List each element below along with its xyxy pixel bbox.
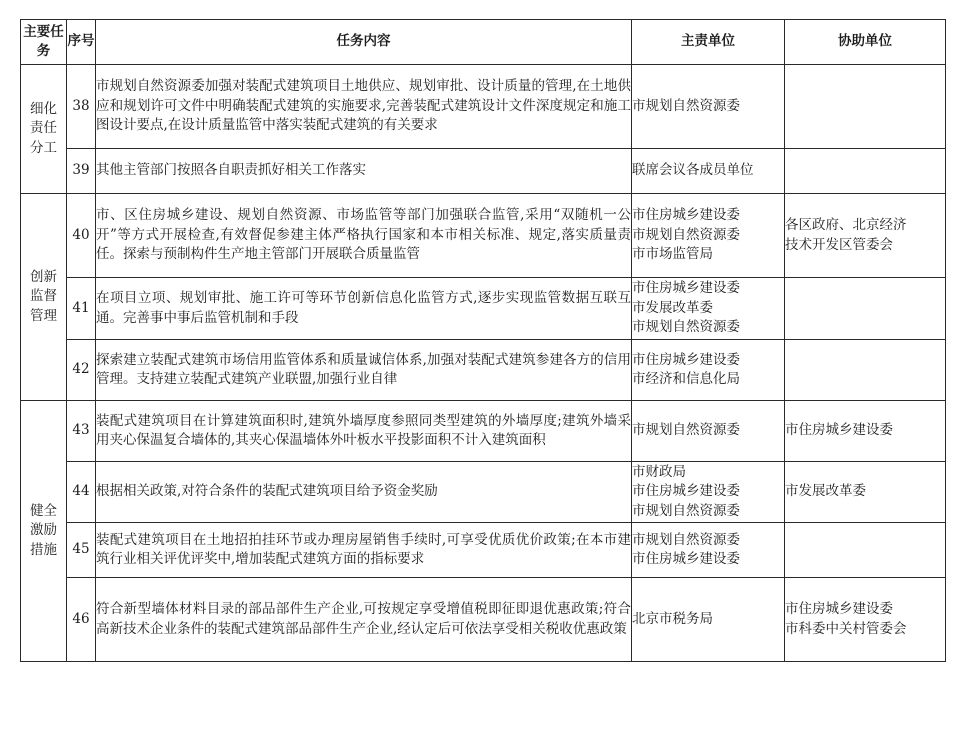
assist-unit-cell xyxy=(785,194,946,278)
seq-cell: 39 xyxy=(67,149,96,194)
seq-cell: 43 xyxy=(67,401,96,462)
table-row xyxy=(21,65,946,149)
assist-unit-cell xyxy=(785,340,946,401)
table-row xyxy=(21,523,946,578)
lead-unit: 市住房城乡建设委 xyxy=(632,551,740,567)
table-row xyxy=(21,462,946,523)
table-row xyxy=(21,578,946,662)
assist-unit-cell xyxy=(785,401,946,462)
lead-unit-cell xyxy=(632,340,785,401)
task-content: 其他主管部门按照各自职责抓好相关工作落实 xyxy=(96,149,632,194)
seq-cell: 40 xyxy=(67,194,96,278)
seq-cell: 41 xyxy=(67,278,96,340)
lead-unit-cell xyxy=(632,462,785,523)
assist-unit-cell xyxy=(785,578,946,662)
task-table xyxy=(20,19,946,662)
header-seq: 序号 xyxy=(67,20,96,65)
header-main-task: 主要任务 xyxy=(21,20,67,65)
table-row xyxy=(21,194,946,278)
assist-unit-cell xyxy=(785,523,946,578)
lead-unit: 市规划自然资源委 xyxy=(632,97,740,114)
category-label: 创新监督管理 xyxy=(30,268,57,324)
header-lead-unit: 主责单位 xyxy=(632,20,785,65)
task-content: 装配式建筑项目在计算建筑面积时,建筑外墙厚度参照同类型建筑的外墙厚度;建筑外墙采用夹心保温复合墙体的,其夹心保温墙体外叶板水平投影面积不计入建筑面积 xyxy=(96,401,632,462)
task-content: 装配式建筑项目在土地招拍挂环节或办理房屋销售手续时,可享受优质优价政策;在本市建筑行业相关评优评奖中,增加装配式建筑方面的指标要求 xyxy=(96,523,632,578)
seq-cell: 42 xyxy=(67,340,96,401)
lead-unit: 市规划自然资源委 xyxy=(632,531,740,548)
lead-unit-cell xyxy=(632,523,785,578)
seq-cell: 44 xyxy=(67,462,96,523)
lead-unit: 市规划自然资源委 xyxy=(632,319,740,336)
lead-unit: 市规划自然资源委 xyxy=(632,502,740,519)
assist-unit-cell xyxy=(785,149,946,194)
assist-unit: 市发展改革委 xyxy=(785,483,866,500)
seq-cell: 38 xyxy=(67,65,96,149)
seq-cell: 46 xyxy=(67,578,96,662)
assist-unit: 技术开发区管委会 xyxy=(785,236,893,253)
assist-unit-cell xyxy=(785,278,946,340)
task-content: 根据相关政策,对符合条件的装配式建筑项目给予资金奖励 xyxy=(96,462,632,523)
lead-unit-cell xyxy=(632,194,785,278)
task-content: 市规划自然资源委加强对装配式建筑项目土地供应、规划审批、设计质量的管理,在土地供应和规划许可文件中明确装配式建筑的实施要求,完善装配式建筑设计文件深度规定和施工图设计要点,在设计质量监管中落实装配式建筑的有关要求 xyxy=(96,65,632,149)
assist-unit: 市科委中关村管委会 xyxy=(785,620,907,637)
lead-unit-cell xyxy=(632,149,785,194)
lead-unit: 联席会议各成员单位 xyxy=(632,162,754,179)
assist-unit: 市住房城乡建设委 xyxy=(785,601,893,617)
category-cell xyxy=(21,401,67,662)
assist-unit-cell xyxy=(785,462,946,523)
lead-unit: 市发展改革委 xyxy=(632,299,713,316)
lead-unit-cell xyxy=(632,401,785,462)
table-row xyxy=(21,340,946,401)
category-cell xyxy=(21,65,67,194)
lead-unit: 市住房城乡建设委 xyxy=(632,207,740,224)
task-content: 符合新型墙体材料目录的部品部件生产企业,可按规定享受增值税即征即退优惠政策;符合高新技术企业条件的装配式建筑部品部件生产企业,经认定后可依法享受相关税收优惠政策 xyxy=(96,578,632,662)
table-row xyxy=(21,401,946,462)
assist-unit: 市住房城乡建设委 xyxy=(785,422,893,439)
lead-unit: 市经济和信息化局 xyxy=(632,371,740,387)
lead-unit: 北京市税务局 xyxy=(632,610,713,627)
lead-unit-cell xyxy=(632,278,785,340)
lead-unit: 市规划自然资源委 xyxy=(632,422,740,439)
lead-unit-cell xyxy=(632,578,785,662)
lead-unit: 市规划自然资源委 xyxy=(632,226,740,243)
seq-cell: 45 xyxy=(67,523,96,578)
table-row xyxy=(21,278,946,340)
lead-unit: 市住房城乡建设委 xyxy=(632,280,740,297)
category-label: 细化责任分工 xyxy=(30,100,57,156)
task-content: 市、区住房城乡建设、规划自然资源、市场监管等部门加强联合监管,采用“双随机一公开”等方式开展检查,有效督促参建主体严格执行国家和本市相关标准、规定,落实质量责任。探索与预制构件生产地主管部门开展联合质量监管 xyxy=(96,194,632,278)
lead-unit: 市财政局 xyxy=(632,463,686,480)
lead-unit-cell xyxy=(632,65,785,149)
assist-unit: 各区政府、北京经济 xyxy=(785,217,907,233)
lead-unit: 市住房城乡建设委 xyxy=(632,351,740,368)
table-row xyxy=(21,149,946,194)
category-cell xyxy=(21,194,67,401)
category-label: 健全激励措施 xyxy=(30,502,57,558)
lead-unit: 市市场监管局 xyxy=(632,246,713,263)
header-content: 任务内容 xyxy=(96,20,632,65)
header-assist-unit: 协助单位 xyxy=(785,20,946,65)
task-content: 探索建立装配式建筑市场信用监管体系和质量诚信体系,加强对装配式建筑参建各方的信用管理。支持建立装配式建筑产业联盟,加强行业自律 xyxy=(96,340,632,401)
header-row xyxy=(21,20,946,65)
assist-unit-cell xyxy=(785,65,946,149)
task-content: 在项目立项、规划审批、施工许可等环节创新信息化监管方式,逐步实现监管数据互联互通。完善事中事后监管机制和手段 xyxy=(96,278,632,340)
lead-unit: 市住房城乡建设委 xyxy=(632,483,740,500)
